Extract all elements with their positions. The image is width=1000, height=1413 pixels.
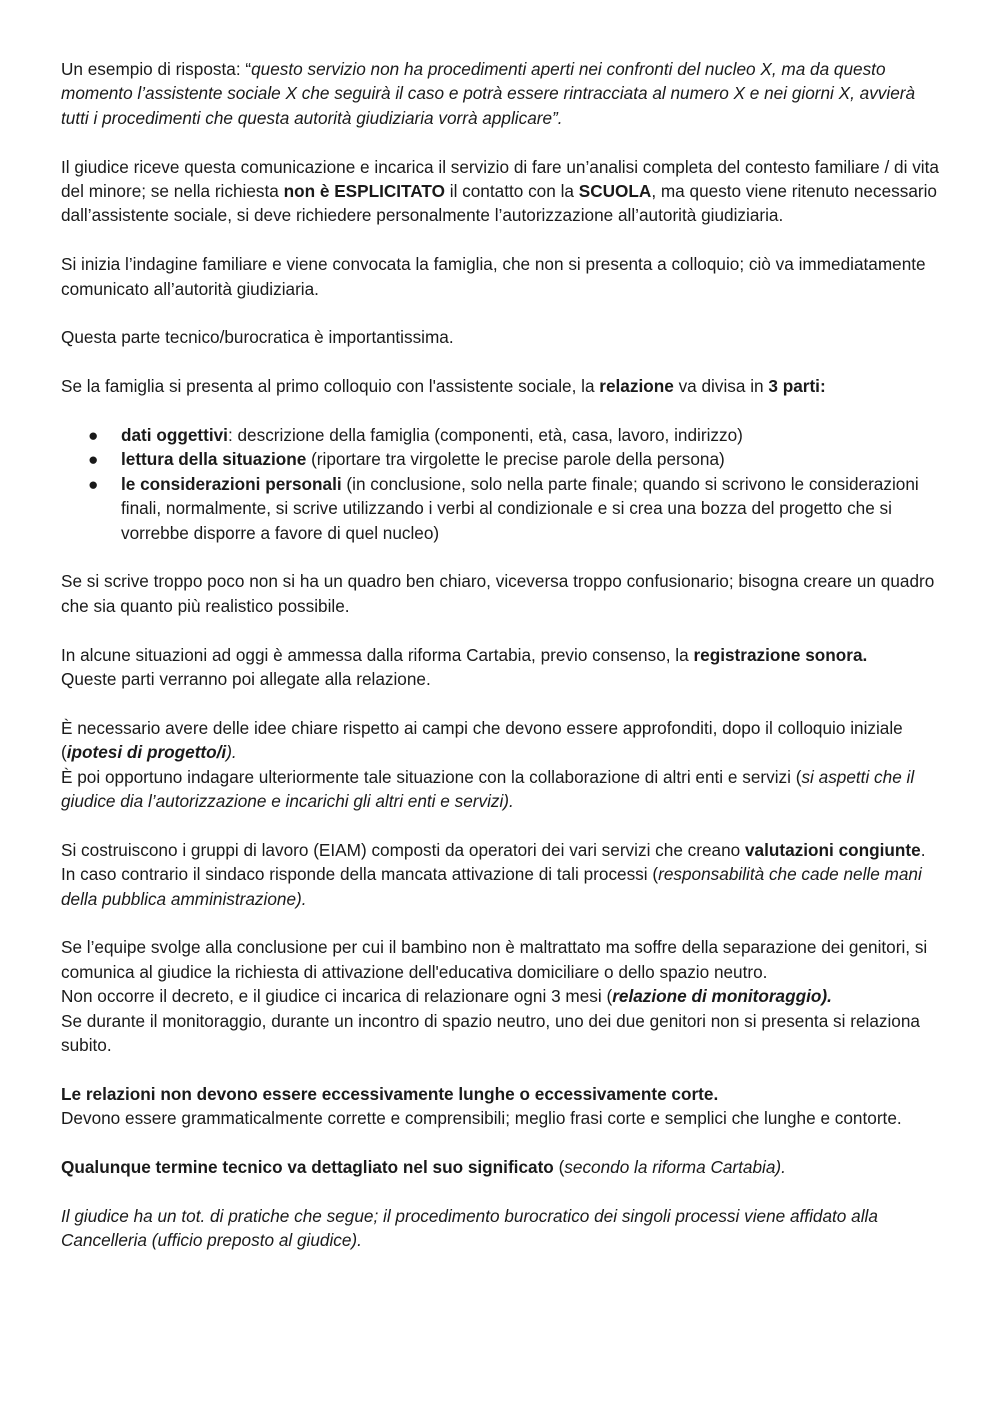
paragraph-technical-terms bbox=[61, 1155, 941, 1179]
text-run: Se durante il monitoraggio, durante un incontro di spazio neutro, uno dei due genitori non si presenta si relaziona subito. bbox=[61, 1010, 920, 1056]
text-run: Il giudice riceve questa comunicazione e incarica il servizio di fare un’analisi completa del contesto familiare / di vita del minore; se nella richiesta bbox=[61, 156, 939, 202]
paragraph-family-investigation bbox=[61, 252, 941, 301]
paragraph-report-parts bbox=[61, 374, 941, 398]
document-page bbox=[61, 57, 941, 1253]
bold-text: registrazione sonora. bbox=[693, 644, 868, 665]
bold-text: Qualunque termine tecnico va dettagliato nel suo significato bbox=[61, 1157, 554, 1178]
italic-text: responsabilità che cade nelle mani della pubblica amministrazione). bbox=[61, 864, 922, 909]
bullet-icon: ● bbox=[88, 425, 99, 446]
italic-text: Il giudice ha un tot. di pratiche che segue; il procedimento burocratico dei singoli processi viene affidato alla Cancelleria (ufficio preposto al giudice). bbox=[61, 1205, 878, 1251]
text-run: ( bbox=[553, 1157, 565, 1178]
text-run: (in conclusione, solo nella parte finale; quando si scrivono le considerazioni finali, normalmente, si scrive utilizzando i verbi al condizionale e si crea una bozza del progetto che si vorrebbe disporre a favore di quel nucleo) bbox=[121, 473, 919, 543]
paragraph-judge-communication bbox=[61, 155, 941, 228]
bold-text: le considerazioni personali bbox=[121, 473, 342, 494]
italic-quote: questo servizio non ha procedimenti aperti nei confronti del nucleo X, ma da questo momento l’assistente sociale X che seguirà il caso e potrà essere rintracciata al numero X e nei giorni X, avvierà tutti i procedimenti che questa autorità giudiziaria vorrà applicare”. bbox=[61, 59, 916, 128]
italic-text: ). bbox=[226, 742, 237, 763]
text-run: Si inizia l’indagine familiare e viene convocata la famiglia, che non si presenta a colloquio; ciò va immediatamente comunicato all’autorità giudiziaria. bbox=[61, 254, 926, 299]
text-run: , ma questo viene ritenuto necessario dall’assistente sociale, si deve richiedere personalmente l’autorizzazione all’autorità giudiziaria. bbox=[61, 181, 937, 226]
text-run: il contatto con la bbox=[444, 181, 579, 202]
list-item bbox=[61, 447, 941, 471]
text-run: Devono essere grammaticalmente corrette e comprensibili; meglio frasi corte e semplici che lunghe e contorte. bbox=[61, 1108, 902, 1129]
bold-text: valutazioni congiunte bbox=[744, 839, 921, 860]
paragraph-audio-recording bbox=[61, 643, 941, 692]
bullet-icon: ● bbox=[88, 473, 99, 494]
text-run: Se si scrive troppo poco non si ha un quadro ben chiaro, viceversa troppo confusionario; bisogna creare un quadro che sia quanto più realistico possibile. bbox=[61, 571, 935, 616]
bold-text: SCUOLA bbox=[578, 181, 652, 202]
list-item bbox=[61, 423, 941, 447]
text-run: È necessario avere delle idee chiare rispetto ai campi che devono essere approfonditi, dopo il colloquio iniziale ( bbox=[61, 717, 903, 763]
paragraph-writing-balance bbox=[61, 569, 941, 618]
bold-italic-text: relazione di monitoraggio). bbox=[612, 986, 832, 1007]
bullet-icon: ● bbox=[88, 449, 99, 470]
bold-italic-text: ipotesi di progetto/i bbox=[66, 742, 227, 763]
list-item bbox=[61, 472, 941, 545]
paragraph-work-groups bbox=[61, 838, 941, 911]
text-run: Queste parti verranno poi allegate alla relazione. bbox=[61, 669, 431, 690]
text-run: : descrizione della famiglia (componenti, età, casa, lavoro, indirizzo) bbox=[227, 425, 743, 446]
text-run: Si costruiscono i gruppi di lavoro (EIAM) composti da operatori dei vari servizi che creano bbox=[61, 839, 745, 860]
paragraph-project-hypothesis bbox=[61, 716, 941, 814]
bold-text: Le relazioni non devono essere eccessivamente lunghe o eccessivamente corte. bbox=[61, 1083, 719, 1104]
bold-text: lettura della situazione bbox=[121, 449, 307, 470]
report-parts-list bbox=[61, 423, 941, 545]
text-run: va divisa in bbox=[673, 376, 769, 397]
text-run: Se l’equipe svolge alla conclusione per cui il bambino non è maltrattato ma soffre della separazione dei genitori, si comunica al giudice la richiesta di attivazione dell'educativa domiciliare o dello spazio neutro. bbox=[61, 937, 928, 982]
bold-text: 3 parti: bbox=[768, 376, 826, 397]
paragraph-chancellery bbox=[61, 1204, 941, 1253]
paragraph-technical-part bbox=[61, 325, 941, 349]
bold-text: non è ESPLICITATO bbox=[283, 181, 445, 202]
text-run: Un esempio di risposta: “ bbox=[61, 59, 252, 79]
bold-text: relazione bbox=[599, 376, 674, 397]
text-run: (riportare tra virgolette le precise parole della persona) bbox=[306, 449, 725, 470]
paragraph-report-length bbox=[61, 1082, 941, 1131]
paragraph-example-response bbox=[61, 57, 941, 130]
text-run: Questa parte tecnico/burocratica è importantissima. bbox=[61, 327, 454, 348]
text-run: Se la famiglia si presenta al primo colloquio con l'assistente sociale, la bbox=[61, 376, 600, 397]
text-run: Non occorre il decreto, e il giudice ci incarica di relazionare ogni 3 mesi ( bbox=[61, 986, 613, 1007]
text-run: In alcune situazioni ad oggi è ammessa dalla riforma Cartabia, previo consenso, la bbox=[61, 644, 694, 665]
text-run: . In caso contrario il sindaco risponde della mancata attivazione di tali processi ( bbox=[61, 839, 926, 885]
text-run: È poi opportuno indagare ulteriormente tale situazione con la collaborazione di altri enti e servizi ( bbox=[61, 766, 802, 787]
italic-text: si aspetti che il giudice dia l’autorizzazione e incarichi gli altri enti e servizi). bbox=[61, 766, 915, 812]
paragraph-monitoring bbox=[61, 935, 941, 1057]
italic-text: secondo la riforma Cartabia). bbox=[564, 1157, 786, 1178]
bold-text: dati oggettivi bbox=[121, 425, 228, 446]
